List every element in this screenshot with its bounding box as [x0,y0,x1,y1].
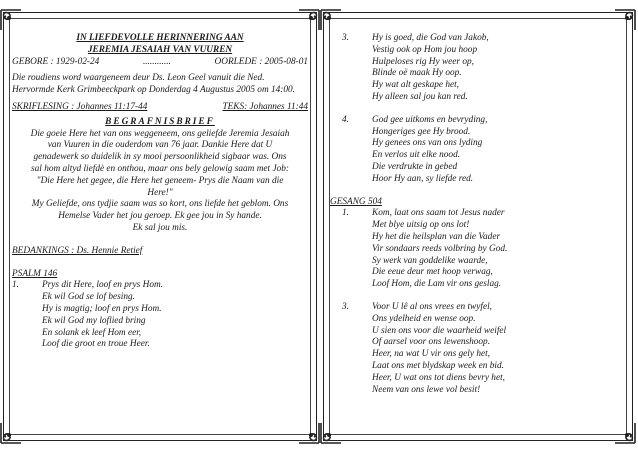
letter-line: Hemelse Vader het jou geroep. Ek gee jou in Sy hande. [58,211,262,222]
verse-line: Heer, na wat U vir ons gely het, [372,349,490,360]
letter-line: genadewerk so duidelik in sy mooi persoonlikheid sigbaar was. Ons [33,152,287,163]
verse-line: Hy is goed, die God van Jakob, [372,33,489,43]
letter-line: "Die Here het gegee, die Here het geneem- Prys die Naam van die [36,175,284,186]
service-text: Die roudiens word waargeneem deur Ds. Leon Geel vanuit die Ned. Hervormde Kerk Grimbeeckpark op Donderdag 4 Augustus 2005 om 14:00. [12,73,295,96]
ornamental-corner-icon [298,422,320,444]
ornamental-corner-icon [614,9,636,31]
psalm-heading: PSALM 146 [12,268,58,279]
verse-line: Vestig ook op Hom jou hoop [372,44,478,55]
letter-line: Die goeie Here het van ons weggeneem, ons geliefde Jeremia Jesaiah [30,128,290,139]
verse-line: Ek wil God se lof besing. [42,292,135,303]
left-page [3,12,317,441]
verse-line: Hulpeloses rig Hy weer op, [372,56,474,67]
verse-line: Loof Hom, die Lam vir ons geslag. [372,279,502,290]
ornamental-corner-icon [298,9,320,31]
verse-line: Vir sondaars reeds volbring by God. [372,243,508,254]
verse-line: Prys dit Here, loof en prys Hom. [42,280,164,291]
ornamental-corner-icon [0,422,22,444]
dates-row [12,57,308,69]
verse-line: Hy genees ons van ons lyding [372,138,483,149]
verse-line: Laat ons met blydskap week en bid. [372,360,504,371]
verse-line: Ons ydelheid en wense oop. [372,313,476,324]
letter-line: Here!" [147,187,173,198]
ornamental-corner-icon [320,9,342,31]
verse-line: Die eeue deur met hoop verwag, [372,267,493,278]
verse-line: Heer, U wat ons tot diens bevry het, [372,372,505,383]
verse-number: 4. [342,114,349,125]
skriflesing: SKRIFLESING : Johannes 11:17-44 [12,101,148,112]
verse-line: Kom, laat ons saam tot Jesus nader [372,208,505,219]
verse-number: 3. [342,301,349,312]
verse-line: Die verdrukte in gebed [372,161,458,172]
ornamental-corner-icon [0,9,22,31]
dots: ............ [142,56,171,67]
verse-line: Hoor Hy aan, sy liefde red. [372,173,474,184]
left-content [12,33,308,351]
verse-number: 1. [12,280,19,291]
verse-line: Ek wil God my loflied bring [42,315,146,326]
verse-line: Sy werk van goddelike waarde, [372,255,488,266]
letter-body [12,129,308,235]
death-date: OORLEDE : 2005-08-01 [214,56,308,67]
scripture-row [12,102,308,114]
verse-line: Blinde oë maak Hy oop. [372,68,462,79]
verse-line: God gee uitkoms en bevryding, [372,114,488,125]
verse-line: Hy is magtig; loof en prys Hom. [42,303,162,314]
ornamental-corner-icon [614,422,636,444]
verse-line: Hongeriges gee Hy brood. [372,126,471,137]
letter-line: Ek sal jou mis. [132,222,188,233]
begrafnisbrief-heading: BEGRAFNISBRIEF [105,116,215,127]
verse-line: Voor U lê al ons vrees en twyfel, [372,301,492,312]
verse-number: 1. [342,208,349,219]
verse-line: Loof die groot en troue Heer. [42,339,150,350]
hymn-verse [342,302,624,396]
verse-line: Hy het die heilsplan van die Vader [372,231,501,242]
right-content [330,33,624,396]
verse-line: Of aarsel voor ons lewenshoop. [372,337,491,348]
ornamental-corner-icon [320,422,342,444]
verse-number: 3. [342,33,349,43]
teks: TEKS: Johannes 11:44 [222,101,308,112]
verse-line: En solank ek leef Hom eer, [42,327,142,338]
verse-line: Neem van ons lewe vol besit! [372,384,481,395]
verse-line: Hy alleen sal jou kan red. [372,91,468,102]
psalm-verse [12,280,308,351]
hymn-verse [342,208,624,291]
deceased-name: JEREMIA JESAIAH VAN VUUREN [87,44,233,55]
verse-line: Met blye uitsig op ons lot! [372,220,470,231]
letter-line: My Geliefde, ons tydjie saam was so kort, ons liefde het geblom. Ons [31,199,289,210]
verse-line: Hy wat alt geskape het, [372,80,460,91]
letter-line: van Vuuren in die ouderdom van 76 jaar. Dankie Here dat U [47,140,273,151]
psalm-verse [342,115,624,186]
verse-line: En verlos uit elke nood. [372,150,461,161]
psalm-verse [342,33,624,104]
gesang-heading: GESANG 504 [330,196,382,207]
memorial-title: IN LIEFDEVOLLE HERINNERING AAN [76,33,244,43]
letter-line: sal hom altyd liefdè en onthou, maar ons bely gelowig saam met Job: [31,163,289,174]
birth-date: GEBORE : 1929-02-24 [12,56,100,67]
bedankings: BEDANKINGS : Ds. Hennie Retief [12,245,143,256]
right-page [323,12,633,441]
verse-line: U sien ons voor die waarheid weifel [372,325,507,336]
